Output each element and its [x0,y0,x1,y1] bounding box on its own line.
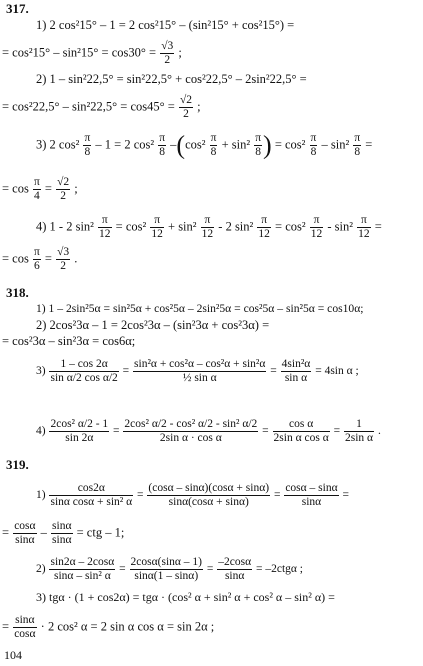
text: = [2,619,10,634]
text: . [74,251,78,266]
text: . [377,425,381,438]
numerator: √2 [179,94,192,106]
text: = [333,425,341,438]
denominator: 8 [255,146,261,158]
numerator: π [33,246,40,258]
left-paren: ( [176,130,186,160]
denominator: sinα [224,570,245,582]
denominator: 6 [34,260,40,272]
text: – [170,137,177,152]
right-paren: ) [263,130,272,160]
text: = [119,563,126,576]
denominator: 2 [183,108,189,120]
fraction [33,176,41,203]
fraction [353,132,361,159]
denominator: 2 [60,260,66,272]
p318-line-1: 1) 1 – 2sin²5α = sin²5α + cos²5α – 2sin²5α = cos²5α – sin²5α = cos10α; [36,302,364,315]
fraction [344,418,374,445]
fraction [56,176,70,203]
denominator: 8 [84,146,91,158]
text: = cos [2,251,29,266]
denominator: 4 [34,190,40,202]
text: = ctg – 1; [76,525,125,540]
denominator: sin α [284,372,308,384]
fraction [179,94,193,121]
numerator: cosα – sinα [285,482,338,494]
fraction [310,214,324,241]
numerator: π [310,132,317,144]
text: ; [178,45,182,60]
fraction [49,358,118,385]
numerator: 2cos² α/2 - 1 [50,418,109,430]
denominator: sinα cosα + sin² α [50,496,133,508]
numerator: 2cosα(sinα – 1) [130,556,202,568]
text: – sin² [321,137,350,152]
numerator: π [310,214,324,228]
p317-line-3: 2) 1 – sin²22,5° = sin²22,5° + cos²22,5° – 2sin²22,5° = [36,72,307,86]
denominator: sin 2α [65,432,94,444]
fraction [284,482,338,509]
fraction [33,246,41,273]
denominator: 12 [258,228,270,240]
numerator: cosα [14,520,36,532]
denominator: sinα(cosα + sinα) [168,496,249,508]
fraction [133,358,266,385]
denominator: sin α/2 cos α/2 [50,372,118,384]
text: = [342,489,349,502]
numerator: π [354,132,361,144]
p317-line-5 [36,132,372,159]
numerator: π [150,214,164,228]
numerator: (cosα – sinα)(cosα + sinα) [148,482,270,494]
p317-line-2 [2,40,182,67]
text: = 4sin α ; [315,365,359,378]
text: = cos² [274,137,306,152]
p317-line-7 [36,214,382,241]
denominator: 12 [310,228,323,240]
p319-line-4: 3) tgα · (1 + cos2α) = tgα · (cos² α + sin² α + cos² α – sin² α) = [36,590,335,604]
text: = [44,181,52,196]
fraction [281,358,312,385]
text: ; [74,181,78,196]
text: = [44,251,52,266]
numerator: π [255,132,262,144]
denominator: sinα [52,534,72,546]
fraction [257,214,271,241]
fraction [13,520,36,547]
numerator: √2 [57,176,70,188]
p319-line-5 [2,614,214,641]
denominator: 2 [164,54,171,66]
numerator: 4sin²α [281,358,311,370]
fraction [357,214,371,241]
fraction [147,482,270,509]
text: = cos [2,181,29,196]
problem-318-heading: 318. [6,285,29,300]
denominator: 8 [310,146,317,158]
text: = [206,563,214,576]
fraction [56,246,70,273]
text: ; [197,99,201,114]
fraction [273,418,330,445]
numerator: sinα [52,520,72,532]
p319-line-1 [36,482,349,509]
numerator: π [257,214,271,228]
denominator: sinα(1 – sinα) [134,570,199,582]
fraction [130,556,203,583]
numerator: √3 [161,40,174,52]
denominator: 12 [99,228,111,240]
fraction [217,556,252,583]
p318-line-2: 2) 2cos²3α – 1 = 2cos²3α – (sin²3α + cos²3α) = [36,318,270,332]
denominator: 12 [201,228,214,240]
text: – 1 = 2 cos² [95,137,155,152]
numerator: cos α [273,418,330,432]
text: 2) [36,563,46,576]
p318-line-5 [36,418,381,445]
fraction [310,132,318,159]
text: = cos² [115,219,147,234]
numerator: √3 [57,246,70,258]
numerator: 1 [344,418,374,432]
fraction [49,482,133,509]
fraction [13,614,36,641]
text: = [273,489,281,502]
denominator: 8 [354,146,361,158]
denominator: 2sin α [344,432,374,444]
text: 3) 2 cos² [36,137,80,152]
fraction [123,418,258,445]
text: 1) [36,489,46,502]
text: + sin² [221,137,251,152]
denominator: 8 [210,146,217,158]
text: - sin² [327,219,353,234]
text: = [137,489,144,502]
text: = [262,425,269,438]
denominator: sinα [15,534,35,546]
denominator: sinα [301,496,322,508]
p317-line-8 [2,246,77,273]
text: = –2ctgα ; [255,563,303,576]
denominator: sinα – sin² α [54,570,111,582]
numerator: π [210,132,217,144]
denominator: cosα [14,628,36,640]
text: = [2,525,10,540]
fraction [160,40,174,67]
denominator: 2sin α · cos α [159,432,222,444]
numerator: π [33,176,40,188]
text: = [270,365,277,378]
numerator: 2cos² α/2 - cos² α/2 - sin² α/2 [124,418,258,430]
text: 4) 1 - 2 sin² [36,219,94,234]
denominator: 2sin α cos α [273,432,329,444]
text: = [365,137,373,152]
p317-line-6 [2,176,78,203]
text: 3) [36,365,46,378]
text: - 2 sin² [218,219,254,234]
problem-317-heading: 317. [6,1,29,16]
fraction [201,214,215,241]
problem-319-heading: 319. [6,457,29,472]
numerator: π [98,214,112,228]
fraction [49,556,115,583]
fraction [49,418,109,445]
text: cos² [185,137,206,152]
text: + sin² [168,219,197,234]
text: = cos² [275,219,306,234]
denominator: 12 [151,228,163,240]
fraction [158,132,166,159]
numerator: π [84,132,91,144]
text: = cos²15° – sin²15° = cos30° = [2,45,157,60]
p317-line-1: 1) 2 cos²15° – 1 = 2 cos²15° – (sin²15° + cos²15°) = [36,18,295,32]
numerator: π [159,132,166,144]
fraction [150,214,164,241]
numerator: 1 – cos 2α [49,358,118,372]
fraction [51,520,72,547]
text: = [122,365,130,378]
p319-line-3 [36,556,303,583]
numerator: π [201,214,215,228]
numerator: sinα [15,614,35,626]
text: = cos²22,5° – sin²22,5° = cos45° = [2,99,175,114]
fraction [254,132,262,159]
numerator: sin²α + cos²α – cos²α + sin²α [134,358,266,370]
p317-line-4 [2,94,201,121]
numerator: π [357,214,371,228]
text: 4) [36,425,46,438]
p318-line-4 [36,358,359,385]
denominator: 2 [60,190,66,202]
denominator: ½ sin α [182,372,217,384]
page-number: 104 [4,648,22,662]
fraction [98,214,112,241]
text: = [113,425,120,438]
text: – [40,525,47,540]
denominator: 12 [358,228,370,240]
p319-line-2 [2,520,124,547]
p318-line-3: = cos²3α – sin²3α = cos6α; [2,334,136,348]
text: · 2 cos² α = 2 sin α cos α = sin 2α ; [40,619,215,634]
numerator: sin2α – 2cosα [50,556,115,568]
numerator: cos2α [49,482,133,496]
numerator: –2cosα [218,556,252,568]
text: = [374,219,382,234]
fraction [210,132,218,159]
fraction [83,132,91,159]
denominator: 8 [159,146,166,158]
